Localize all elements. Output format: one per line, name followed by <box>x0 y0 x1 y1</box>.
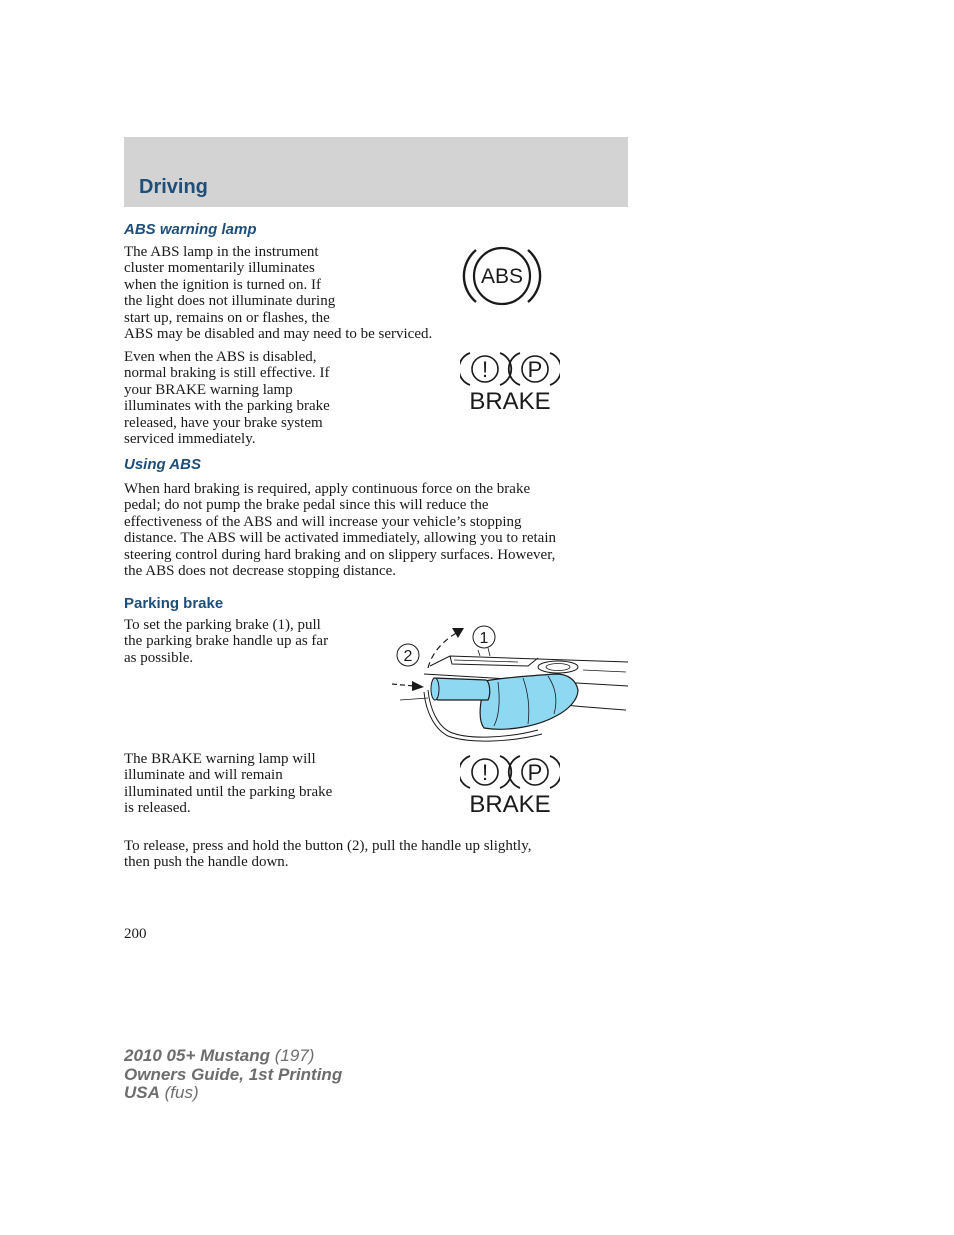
brake-icon-2-p: P <box>527 760 543 785</box>
footer-model: 2010 05+ Mustang <box>124 1046 270 1065</box>
brake-warning-icon <box>460 349 560 415</box>
footer-market-code: (fus) <box>159 1083 199 1102</box>
brake-lamp-paragraph: The BRAKE warning lamp will illuminate and will remain illuminated until the parking brake is released. <box>124 751 333 817</box>
abs-warning-lamp-heading: ABS warning lamp <box>124 221 257 238</box>
page-number: 200 <box>124 926 147 942</box>
set-parking-brake-paragraph: To set the parking brake (1), pull the parking brake handle up as far as possible. <box>124 617 329 666</box>
abs-icon-text: ABS <box>480 265 524 288</box>
callout-2: 2 <box>403 648 413 665</box>
brake-icon-2-label: BRAKE <box>469 791 551 818</box>
abs-disabled-paragraph: Even when the ABS is disabled, normal braking is still effective. If your BRAKE warning lamp illuminates with the parking brake released, have your brake system serviced immediately. <box>124 349 330 448</box>
parking-brake-heading: Parking brake <box>124 595 224 612</box>
release-parking-brake-paragraph: To release, press and hold the button (2), pull the handle up slightly, then push the handle down. <box>124 838 532 871</box>
section-title: Driving <box>139 176 208 198</box>
callout-1: 1 <box>479 630 489 647</box>
footer-market: USA <box>124 1083 160 1102</box>
brake-warning-icon-2 <box>460 752 560 818</box>
using-abs-paragraph: When hard braking is required, apply continuous force on the brake pedal; do not pump the brake pedal since this will reduce the effectiveness of the ABS and will increase your vehicle’s stopping distance. The ABS will be activated immediately, allowing you to retain steering control during hard braking and on slippery surfaces. However, the ABS does not decrease stopping distance. <box>124 481 556 580</box>
brake-icon-2-exclaim: ! <box>481 760 489 785</box>
using-abs-heading: Using ABS <box>124 456 201 473</box>
footer <box>124 1047 342 1103</box>
footer-guide: Owners Guide, 1st Printing <box>124 1064 343 1084</box>
brake-icon-p: P <box>527 357 543 382</box>
brake-icon-exclaim: ! <box>481 357 489 382</box>
footer-model-code: (197) <box>270 1046 315 1065</box>
parking-brake-illustration <box>388 620 630 742</box>
abs-lamp-paragraph: The ABS lamp in the instrument cluster momentarily illuminates when the ignition is turned on. If the light does not illuminate during start up, remains on or flashes, the ABS may be disabled and may need to be serviced. <box>124 244 433 343</box>
abs-warning-icon <box>462 244 542 308</box>
brake-icon-label: BRAKE <box>469 388 551 415</box>
